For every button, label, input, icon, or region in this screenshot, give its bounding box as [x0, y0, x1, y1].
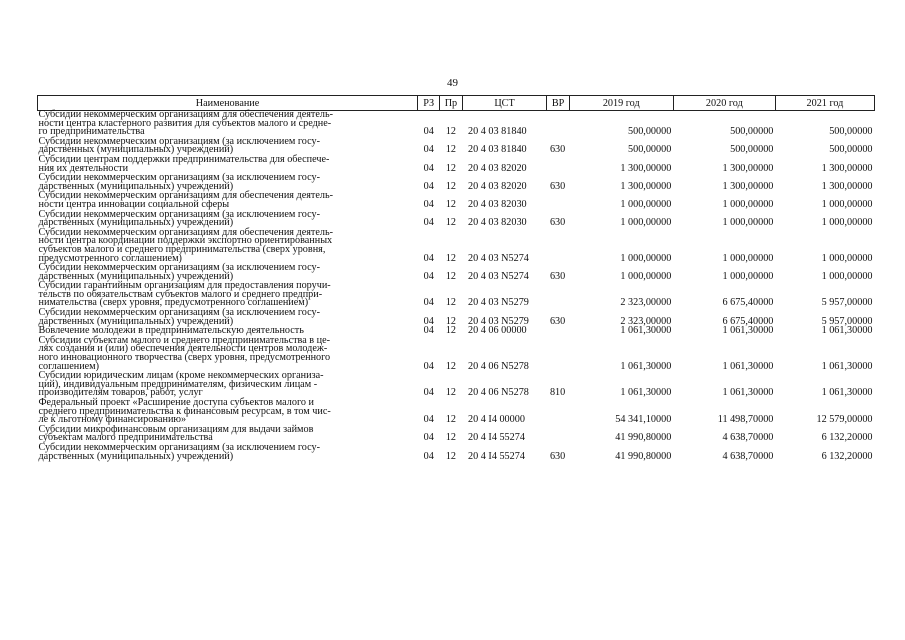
- cell-cst: 20 4 03 82020: [468, 162, 527, 174]
- cell-2019: 1 061,30000: [620, 360, 672, 372]
- cell-cst: 20 4 06 N5278: [468, 387, 529, 399]
- cell-vr: [547, 327, 569, 337]
- cell-2019: 1 000,00000: [620, 270, 672, 282]
- cell-vr: 630: [549, 217, 566, 229]
- cell-2020: 6 675,40000: [722, 315, 774, 327]
- table-row: [38, 111, 875, 138]
- cell-2021: 500,00000: [829, 144, 873, 156]
- cell-vr: [547, 111, 569, 138]
- cell-cst: 20 4 03 N5279: [468, 297, 529, 309]
- cell-cst: 20 4 03 81840: [468, 144, 527, 156]
- cell-2020: 500,00000: [730, 144, 774, 156]
- cell-2019: 500,00000: [628, 144, 672, 156]
- cell-2021: 1 000,00000: [821, 198, 873, 210]
- table-row: [38, 337, 875, 372]
- header-name: Наименование: [38, 96, 418, 111]
- cell-2020: 6 675,40000: [722, 297, 774, 309]
- cell-cst: 20 4 03 82030: [468, 198, 527, 210]
- cell-2019: 54 341,10000: [615, 414, 672, 426]
- cell-2021: 1 000,00000: [821, 270, 873, 282]
- cell-name: Субсидии некоммерческим организациям (за исключением госу- дарственных (муниципальных) учреждений): [38, 208, 321, 229]
- header-2019: 2019 год: [569, 96, 673, 111]
- cell-cst: 20 4 06 N5278: [468, 360, 529, 372]
- cell-2021: 1 061,30000: [821, 387, 873, 399]
- cell-rz: 04: [423, 162, 434, 174]
- cell-rz: 04: [423, 297, 434, 309]
- table-row: [38, 192, 875, 210]
- cell-pr: 12: [445, 387, 457, 399]
- cell-rz: 04: [423, 126, 434, 138]
- cell-vr: [547, 337, 569, 372]
- cell-2019: 1 300,00000: [620, 162, 672, 174]
- cell-2019: 1 061,30000: [620, 387, 672, 399]
- budget-table: [37, 95, 875, 462]
- cell-name: Субсидии некоммерческим организациям (за исключением госу- дарственных (муниципальных) учреждений): [38, 307, 321, 327]
- header-cst: ЦСТ: [462, 96, 547, 111]
- cell-2020: 1 000,00000: [722, 252, 774, 264]
- cell-2020: 1 061,30000: [722, 387, 774, 399]
- cell-2019: 41 990,80000: [615, 432, 672, 444]
- cell-2019: 1 300,00000: [620, 180, 672, 192]
- cell-2020: 1 061,30000: [722, 360, 774, 372]
- cell-cst: 20 4 06 00000: [468, 325, 527, 337]
- cell-2021: 1 000,00000: [821, 217, 873, 229]
- cell-vr: 630: [549, 144, 566, 156]
- cell-rz: 04: [423, 315, 434, 327]
- cell-2020: 1 000,00000: [722, 198, 774, 210]
- cell-name: Субсидии некоммерческим организациям (за исключением госу- дарственных (муниципальных) учреждений): [38, 135, 321, 156]
- cell-pr: 12: [445, 144, 457, 156]
- cell-vr: 630: [549, 180, 566, 192]
- cell-vr: 630: [549, 315, 566, 327]
- cell-name: Субсидии некоммерческим организациям для обеспечения деятель- ности центра координации поддержки экспортно ориентированных субъектов малого и среднего предпринимательства (сверх уровня, предусмотренного соглашением): [38, 226, 334, 264]
- cell-cst: 20 4 I4 55274: [468, 450, 525, 462]
- cell-rz: 04: [423, 217, 434, 229]
- cell-pr: 12: [445, 432, 457, 444]
- cell-pr: 12: [445, 360, 457, 372]
- cell-vr: [547, 156, 569, 174]
- cell-cst: 20 4 03 N5274: [468, 252, 529, 264]
- cell-2021: 1 061,30000: [821, 360, 873, 372]
- header-vr: ВР: [547, 96, 569, 111]
- cell-pr: 12: [445, 315, 457, 327]
- cell-2020: 1 061,30000: [722, 325, 774, 337]
- cell-pr: 12: [445, 297, 457, 309]
- cell-cst: 20 4 03 N5279: [468, 315, 529, 327]
- cell-2021: 1 300,00000: [821, 162, 873, 174]
- header-2020: 2020 год: [673, 96, 775, 111]
- cell-name: Субсидии некоммерческим организациям (за исключением госу- дарственных (муниципальных) учреждений): [38, 441, 321, 462]
- cell-vr: 630: [549, 270, 566, 282]
- table-body: [38, 111, 875, 463]
- cell-name: Субсидии гарантийным организациям для предоставления поручи- тельств по обязательствам субъектов малого и среднего предпри- нимательства (сверх уровня, предусмотренного соглашением): [38, 280, 331, 309]
- header-2021: 2021 год: [775, 96, 874, 111]
- cell-rz: 04: [423, 432, 434, 444]
- cell-pr: 12: [445, 270, 457, 282]
- cell-cst: 20 4 03 N5274: [468, 270, 529, 282]
- cell-2021: 5 957,00000: [821, 297, 873, 309]
- cell-pr: 12: [445, 198, 457, 210]
- cell-pr: 12: [445, 180, 457, 192]
- cell-2019: 41 990,80000: [615, 450, 672, 462]
- table-row: [38, 229, 875, 264]
- cell-rz: 04: [423, 270, 434, 282]
- cell-name: Субсидии микрофинансовым организациям для выдачи займов субъектам малого предпринимательства: [38, 423, 314, 444]
- table-row: [38, 282, 875, 309]
- cell-2021: 500,00000: [829, 126, 873, 138]
- page-number: 49: [447, 77, 458, 89]
- cell-2020: 1 000,00000: [722, 217, 774, 229]
- cell-name: Субсидии некоммерческим организациям (за исключением госу- дарственных (муниципальных) учреждений): [38, 262, 321, 282]
- table-row: [38, 399, 875, 426]
- cell-2020: 11 498,70000: [717, 414, 774, 426]
- cell-vr: [547, 426, 569, 444]
- cell-name: Субсидии некоммерческим организациям для обеспечения деятель- ности центра кластерного развития для субъектов малого и средне- го предпринимательства: [38, 109, 334, 138]
- cell-vr: 630: [549, 450, 566, 462]
- cell-2020: 1 300,00000: [722, 180, 774, 192]
- cell-pr: 12: [445, 450, 457, 462]
- cell-cst: 20 4 03 81840: [468, 126, 527, 138]
- cell-2021: 5 957,00000: [821, 315, 873, 327]
- cell-2021: 1 300,00000: [821, 180, 873, 192]
- cell-cst: 20 4 I4 55274: [468, 432, 525, 444]
- cell-vr: [547, 192, 569, 210]
- cell-pr: 12: [445, 325, 457, 337]
- cell-2021: 1 000,00000: [821, 252, 873, 264]
- cell-name: Субсидии субъектам малого и среднего предпринимательства в це- лях создания и (или) обеспечения деятельности центров молодеж- ного инновационного творчества (сверх уровня, предусмотренного соглашением): [38, 334, 331, 372]
- header-rz: РЗ: [418, 96, 440, 111]
- cell-2020: 1 300,00000: [722, 162, 774, 174]
- cell-rz: 04: [423, 414, 434, 426]
- cell-2019: 2 323,00000: [620, 297, 672, 309]
- cell-2021: 12 579,00000: [816, 414, 873, 426]
- cell-cst: 20 4 I4 00000: [468, 414, 525, 426]
- table-row: [38, 211, 875, 229]
- cell-rz: 04: [423, 180, 434, 192]
- cell-2020: 4 638,70000: [722, 432, 774, 444]
- cell-rz: 04: [423, 387, 434, 399]
- cell-name: Субсидии некоммерческим организациям для обеспечения деятель- ности центра инновации социальной сферы: [38, 190, 334, 210]
- cell-name: Субсидии юридическим лицам (кроме некоммерческих организа- ций), индивидуальным предпринимателям, физическим лицам - производителям товаров, работ, услуг: [38, 370, 324, 399]
- cell-2019: 2 323,00000: [620, 315, 672, 327]
- cell-2021: 1 061,30000: [821, 325, 873, 337]
- cell-pr: 12: [445, 162, 457, 174]
- cell-rz: 04: [423, 252, 434, 264]
- cell-vr: 810: [549, 387, 566, 399]
- cell-2021: 6 132,20000: [821, 450, 873, 462]
- cell-2019: 500,00000: [628, 126, 672, 138]
- cell-2019: 1 000,00000: [620, 217, 672, 229]
- cell-pr: 12: [445, 126, 457, 138]
- cell-name: Федеральный проект «Расширение доступа субъектов малого и среднего предпринимательства к финансовым ресурсам, в том чис- ле к льготному финансированию»: [38, 397, 331, 426]
- cell-name: Субсидии некоммерческим организациям (за исключением госу- дарственных (муниципальных) учреждений): [38, 172, 321, 192]
- cell-pr: 12: [445, 414, 457, 426]
- cell-rz: 04: [423, 144, 434, 156]
- cell-pr: 12: [445, 252, 457, 264]
- cell-2020: 4 638,70000: [722, 450, 774, 462]
- cell-pr: 12: [445, 217, 457, 229]
- cell-2019: 1 000,00000: [620, 198, 672, 210]
- cell-cst: 20 4 03 82030: [468, 217, 527, 229]
- cell-rz: 04: [423, 450, 434, 462]
- cell-vr: [547, 229, 569, 264]
- cell-2020: 500,00000: [730, 126, 774, 138]
- cell-rz: 04: [423, 198, 434, 210]
- table-row: [38, 444, 875, 462]
- header-pr: Пр: [440, 96, 462, 111]
- cell-name: Субсидии центрам поддержки предпринимательства для обеспече- ния их деятельности: [38, 153, 330, 174]
- table-row: [38, 372, 875, 399]
- cell-cst: 20 4 03 82020: [468, 180, 527, 192]
- cell-rz: 04: [423, 325, 434, 337]
- cell-2021: 6 132,20000: [821, 432, 873, 444]
- cell-2019: 1 061,30000: [620, 325, 672, 337]
- cell-2020: 1 000,00000: [722, 270, 774, 282]
- cell-vr: [547, 399, 569, 426]
- cell-rz: 04: [423, 360, 434, 372]
- cell-vr: [547, 282, 569, 309]
- cell-2019: 1 000,00000: [620, 252, 672, 264]
- cell-name: Вовлечение молодежи в предпринимательскую деятельность: [38, 325, 304, 337]
